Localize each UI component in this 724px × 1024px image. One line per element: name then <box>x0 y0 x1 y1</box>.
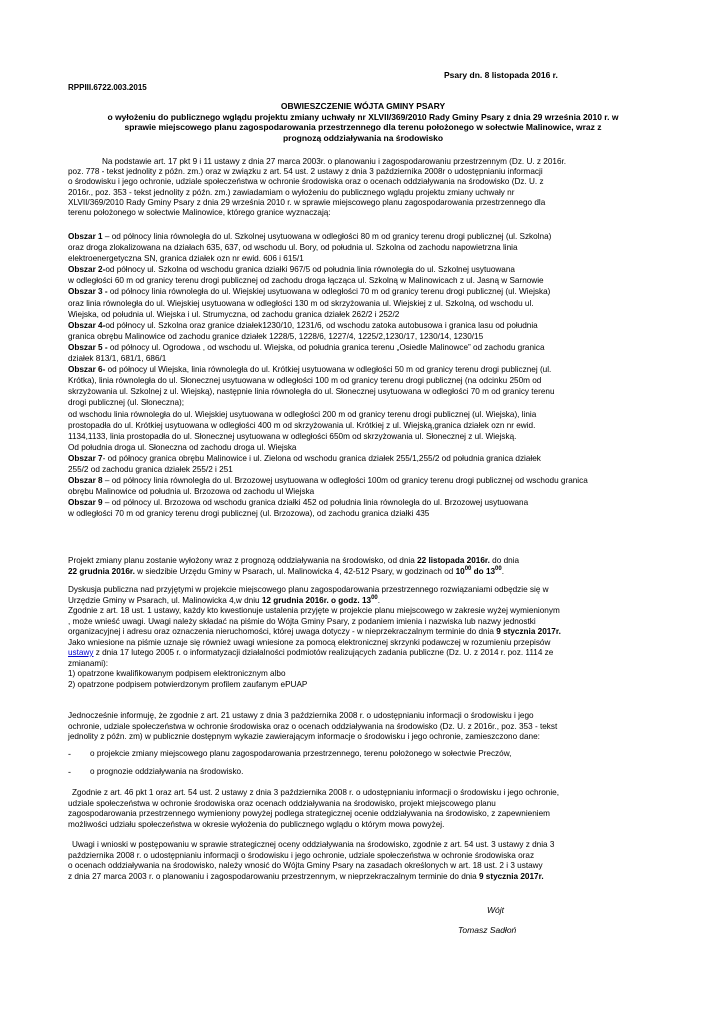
area-line: elektroenergetyczna SN, granica działek ozn nr ewid. 606 i 615/1 <box>68 254 304 264</box>
area-line: w odległości 70 m od granicy terenu drogi publicznej (ul. Brzozowa), od zachodu granica działki 435 <box>68 509 430 519</box>
area-line: oraz droga zlokalizowana na działach 635, 637, od wschodu ul. Bory, od południa ul. Szkolna od zachodu napowietrzna linia <box>68 243 518 253</box>
area-line: obrębu Malinowice od południa ul. Brzozowa od zachodu ul Wiejska <box>68 487 315 497</box>
notice-title <box>68 101 658 143</box>
area-line: Wiejska, od południa ul. Wiejska i ul. Strumyczna, od zachodu granica działek 262/2 i 252/2 <box>68 309 400 319</box>
exhibit-hours: $10^{00}$ do $13^{00}$ <box>455 565 502 576</box>
area-line: 1134,1133, linia prostopadła do ul. Słonecznej usytuowana w odległości 650m od skrzyżowania ul. Słonecznej z ul. Wiejską. <box>68 431 517 441</box>
area-line: prostopadła do ul. Krótkiej usytuowana w odległości 400 m od skrzyżowania ul. Krótkiej z ul. Wiejską,granica działek ozn nr ewid. <box>68 420 536 430</box>
dash-bullet: - <box>68 749 71 759</box>
title-line-3: sprawie miejscowego planu zagospodarowania przestrzennego dla terenu położonego w sołectwie Malinowice, wraz z <box>124 122 602 132</box>
area-6: Obszar 6- od północy ul Wiejska, linia równoległa do ul. Krótkiej usytuowana w odległości 50 m od granicy terenu drogi publicznej (ul. <box>68 365 552 375</box>
remarks-deadline: 9 stycznia 2017r. <box>496 627 561 636</box>
info-paragraph: Jednocześnie informuję, że zgodnie z art. 21 ustawy z dnia 3 października 2008 r. o udostępnianiu informacji o środowisku i jego ochronie, udziale społeczeństwa w ochronie środowiska oraz o ocenach oddziaływania na środowisko (Dz. U. z 2016r., poz. 353 - tekst jednolity z późn. zm) w publicznie dostępnym wykazie zawierającym informacje o środowisku i jego ochronie, zamieszczono dane: <box>68 711 558 742</box>
remarks-paragraph: Uwagi i wnioski w postępowaniu w sprawie strategicznej oceny oddziaływania na środowisko, zgodnie z art. 54 ust. 3 ustawy z dnia 3 października 2008 r. o udostępnianiu informacji o środowisku i jego ochronie, udziale społeczeństwa w ochronie środowiska oraz o ocenach oddziaływania na środowisko, należy wnosić do Wójta Gminy Psary na zasadach określonych w art. 18 ust. 2 i 3 ustawy z dnia 27 marca 2003 r. o planowaniu i zagospodarowaniu przestrzennym, w nieprzekraczalnym terminie do dnia 9 stycznia 2017r. <box>68 840 555 881</box>
reference-number: RPPIII.6722.003.2015 <box>68 83 147 92</box>
intro-line: terenu położonego w sołectwie Malinowice, którego granice wyznaczają: <box>68 208 331 218</box>
area-line: 255/2 od zachodu granica działek 255/2 i 251 <box>68 464 233 474</box>
art46-paragraph: Zgodnie z art. 46 pkt 1 oraz art. 54 ust. 2 ustawy z dnia 3 października 2008 r. o udostępnianiu informacji o środowisku i jego ochronie, udziale społeczeństwa w ochronie środowiska oraz ocenach oddziaływania na środowisko, projekt miejscowego planu zagospodarowania przestrzennego wymieniony powyżej podlega strategicznej ocenie oddziaływania na środowisko, z zapewnieniem możliwości udziału społeczeństwa w okresie wyłożenia do publicznego wglądu o którym mowa powyżej. <box>68 788 559 829</box>
signature-name: Tomasz Sadłoń <box>458 925 517 935</box>
area-line: Krótka), linia równoległa do ul. Słonecznej usytuowana w odległości 100 m od granicy terenu drogi publicznej (na odcinku 250m od <box>68 376 542 386</box>
intro-line: o środowisku i jego ochronie, udziale społeczeństwa w ochronie środowiska oraz o ocenach oddziaływania na środowisko (Dz. U. z <box>68 177 544 187</box>
area-line: w odległości 60 m od granicy terenu drogi publicznej od zachodu droga łącząca ul. Szkolną w Malinowicach z ul. Jasną w Sarnowie <box>68 276 544 286</box>
exhibit-start-date: 22 listopada 2016r. <box>417 556 490 565</box>
area-line: skrzyżowania ul. Szkolnej z ul. Wiejską), następnie linia równoległa do ul. Słonecznej usytuowana w odległości 70 m od granicy terenu <box>68 387 555 397</box>
area-label: Obszar 3 - <box>68 287 108 297</box>
intro-line: 2016r., poz. 353 - tekst jednolity z późn. zm.) zawiadamiam o wyłożeniu do publicznego wglądu projektu zmiany uchwały nr <box>68 187 515 197</box>
signature-role: Wójt <box>487 905 504 915</box>
discussion-paragraph: Dyskusja publiczna nad przyjętymi w projekcie miejscowego planu zagospodarowania przestrzennego rozwiązaniami odbędzie się w Urzędzie Gminy w Psarach, ul. Malinowicka 4,w dniu 12 grudnia 2016r. o godz. $13^{00}$. Zgodnie z art. 18 ust. 1 ustawy, każdy kto kwestionuje ustalenia przyjęte w projekcie planu miejscowego w zakresie wyżej wymienionym , może wnieść uwagi. Uwagi należy składać na piśmie do Wójta Gminy Psary, z podaniem imienia i nazwiska lub nazwy jednostki organizacyjnej i adresu oraz oznaczenia nieruchomości, której uwaga dotyczy - w nieprzekraczalnym terminie do dnia 9 stycznia 2017r. Jako wniesione na piśmie uznaje się również uwagi wniesione za pomocą elektronicznej skrzynki podawczej w rozumieniu przepisów ustawy z dnia 17 lutego 2005 r. o informatyzacji działalności podmiotów realizujących zadania publiczne (Dz. U. z 2014 r. poz. 1114 ze zmianami): 1) opatrzone kwalifikowanym podpisem elektronicznym albo 2) opatrzone podpisem potwierdzonym profilem zaufanym ePUAP <box>68 585 561 689</box>
area-line: granica obrębu Malinowice od zachodu granice działek 1228/5, 1228/6, 1227/4, 1225/2,1230/17, 1230/14, 1230/15 <box>68 331 484 341</box>
area-line: Od południa droga ul. Słoneczna od zachodu droga ul. Wiejska <box>68 442 297 452</box>
area-4: Obszar 4-od północy ul. Szkolna oraz granice działek1230/10, 1231/6, od wschodu zatoka autobusowa i granica lasu od południa <box>68 320 538 330</box>
area-label: Obszar 9 <box>68 498 103 508</box>
discussion-date: 12 grudnia 2016r. o godz. $13^{00}$ <box>261 594 378 605</box>
area-label: Obszar 5 - <box>68 342 108 352</box>
bullet-item: - o projekcie zmiany miejscowego planu zagospodarowania przestrzennego, terenu położonego w sołectwie Preczów, <box>68 749 512 759</box>
ustawy-link[interactable]: ustawy <box>68 648 94 657</box>
area-label: Obszar 8 <box>68 476 103 486</box>
title-line-4: prognozą oddziaływania na środowisko <box>282 132 444 143</box>
area-8: Obszar 8 – od północy linia równoległa do ul. Brzozowej usytuowana w odległości 100m od granicy terenu drogi publicznej od wschodu granica <box>68 476 588 486</box>
area-5: Obszar 5 - od północy ul. Ogrodowa , od wschodu ul. Wiejska, od południa granica terenu „Osiedle Malinowce” od zachodu granica <box>68 342 545 352</box>
area-1: Obszar 1 – od północy linia równoległa do ul. Szkolnej usytuowana w odległości 80 m od granicy terenu drogi publicznej (ul. Szkolna) <box>68 232 552 241</box>
sso-deadline: 9 stycznia 2017r. <box>478 871 544 881</box>
area-7: Obszar 7- od północy granica obrębu Malinowice i ul. Zielona od wschodu granica działek 255/1,255/2 od południa granica działek <box>68 453 541 463</box>
area-line: działek 813/1, 681/1, 686/1 <box>68 354 167 364</box>
document-date: Psary dn. 8 listopada 2016 r. <box>444 70 558 80</box>
area-label: Obszar 7 <box>68 453 103 463</box>
dash-bullet: - <box>68 767 71 777</box>
area-label: Obszar 1 <box>68 232 103 241</box>
intro-paragraph <box>68 157 658 218</box>
document-page <box>68 0 658 1024</box>
area-9: Obszar 9 – od północy ul. Brzozowa od wschodu granica działki 452 od południa linia równoległa do ul. Brzozowej usytuowana <box>68 498 529 508</box>
exhibition-paragraph: Projekt zmiany planu zostanie wyłożony wraz z prognozą oddziaływania na środowisko, od dnia 22 listopada 2016r. do dnia 22 grudnia 2016r. w siedzibie Urzędu Gminy w Psarach, ul. Malinowicka 4, 42-512 Psary, w godzinach od $10^{00}$ do $13^{00}$. <box>68 556 520 576</box>
areas-list <box>68 231 658 519</box>
intro-line: XLVII/369/2010 Rady Gminy Psary z dnia 29 września 2010 r. w sprawie miejscowego planu zagospodarowania przestrzennego dla <box>68 197 546 207</box>
exhibit-end-date: 22 grudnia 2016r. <box>68 566 135 576</box>
title-line-2: o wyłożeniu do publicznego wglądu projektu zmiany uchwały nr XLVII/369/2010 Rady Gminy Psary z dnia 29 września 2010 r. w <box>107 111 619 122</box>
area-label: Obszar 2- <box>68 265 106 275</box>
area-label: Obszar 6- <box>68 365 106 375</box>
intro-line: poz. 778 - tekst jednolity z późn. zm.) oraz w związku z art. 54 ust. 2 ustawy z dnia 3 października 2008r o udostępnianiu informacji <box>68 167 543 177</box>
area-line: drogi publicznej (ul. Słoneczna); <box>68 398 185 408</box>
area-label: Obszar 4- <box>68 320 106 330</box>
title-line-1: OBWIESZCZENIE WÓJTA GMINY PSARY <box>280 101 446 111</box>
intro-line: Na podstawie art. 17 pkt 9 i 11 ustawy z dnia 27 marca 2003r. o planowaniu i zagospodarowaniu przestrzennym (Dz. U. z 2016r. <box>102 157 567 166</box>
bullet-item: - o prognozie oddziaływania na środowisko. <box>68 767 244 777</box>
area-line: od wschodu linia równoległa do ul. Wiejskiej usytuowana w odległości 200 m od granicy terenu drogi publicznej (ul. Wiejska), linia <box>68 409 537 419</box>
area-3: Obszar 3 - od północy linia równoległa do ul. Wiejskiej usytuowana w odległości 70 m od granicy terenu drogi publicznej (ul. Wiejska) <box>68 287 551 297</box>
area-2: Obszar 2-od północy ul. Szkolna od wschodu granica działki 967/5 od południa linia równoległa do ul. Szkolnej usytuowana <box>68 265 515 275</box>
area-line: oraz linia równoległa do ul. Wiejskiej usytuowana w odległości 130 m od skrzyżowania ul. Wiejskiej z ul. Szkolną, od wschodu ul. <box>68 298 534 308</box>
